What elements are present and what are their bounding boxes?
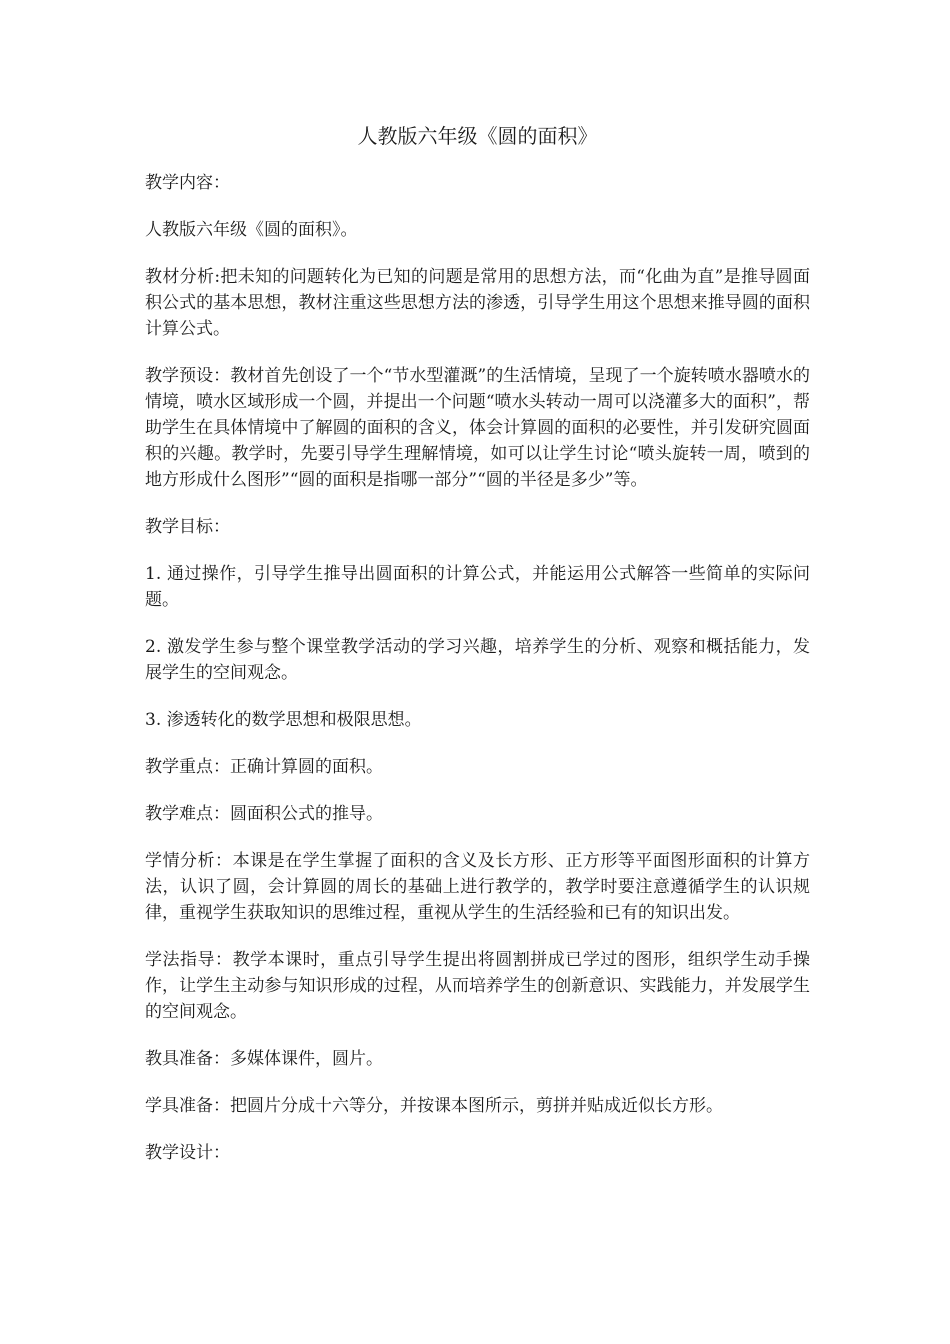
heading-teaching-design: 教学设计： bbox=[145, 1143, 230, 1163]
paragraph-student-analysis: 学情分析：本课是在学生掌握了面积的含义及长方形、正方形等平面图形面积的计算方法，认识了圆，会计算圆的周长的基础上进行教学的，教学时要注意遵循学生的认识规律，重视学生获取知识的思维过程，重视从学生的生活经验和已有的知识出发。 bbox=[145, 851, 810, 923]
goal-item-2: 2. 激发学生参与整个课堂教学活动的学习兴趣，培养学生的分析、观察和概括能力，发展学生的空间观念。 bbox=[145, 637, 810, 683]
heading-teaching-content: 教学内容： bbox=[145, 173, 230, 193]
goal-item-3: 3. 渗透转化的数学思想和极限思想。 bbox=[145, 710, 422, 730]
paragraph-key-point: 教学重点：正确计算圆的面积。 bbox=[145, 757, 383, 777]
paragraph-difficult-point: 教学难点：圆面积公式的推导。 bbox=[145, 804, 383, 824]
heading-teaching-goals: 教学目标： bbox=[145, 517, 230, 537]
paragraph-teaching-preset: 教学预设：教材首先创设了一个“节水型灌溉”的生活情境，呈现了一个旋转喷水器喷水的情境，喷水区域形成一个圆，并提出一个问题“喷水头转动一周可以浇灌多大的面积”，帮助学生在具体情境中了解圆的面积的含义，体会计算圆的面积的必要性，并引发研究圆面积的兴趣。教学时，先要引导学生理解情境，如可以让学生讨论“喷头旋转一周，喷到的地方形成什么图形”“圆的面积是指哪一部分”“圆的半径是多少”等。 bbox=[145, 366, 810, 490]
paragraph-teaching-content: 人教版六年级《圆的面积》。 bbox=[145, 220, 358, 240]
paragraph-study-guidance: 学法指导：教学本课时，重点引导学生提出将圆割拼成已学过的图形，组织学生动手操作，让学生主动参与知识形成的过程，从而培养学生的创新意识、实践能力，并发展学生的空间观念。 bbox=[145, 950, 810, 1022]
paragraph-textbook-analysis: 教材分析:把未知的问题转化为已知的问题是常用的思想方法，而“化曲为直”是推导圆面积公式的基本思想，教材注重这些思想方法的渗透，引导学生用这个思想来推导圆的面积计算公式。 bbox=[145, 267, 810, 339]
goal-item-1: 1. 通过操作，引导学生推导出圆面积的计算公式，并能运用公式解答一些简单的实际问题。 bbox=[145, 564, 810, 610]
document-title: 人教版六年级《圆的面积》 bbox=[357, 124, 598, 148]
paragraph-learning-aids: 学具准备：把圆片分成十六等分，并按课本图所示，剪拼并贴成近似长方形。 bbox=[145, 1096, 723, 1116]
paragraph-teaching-aids: 教具准备：多媒体课件，圆片。 bbox=[145, 1049, 383, 1069]
document-page bbox=[145, 118, 810, 1187]
